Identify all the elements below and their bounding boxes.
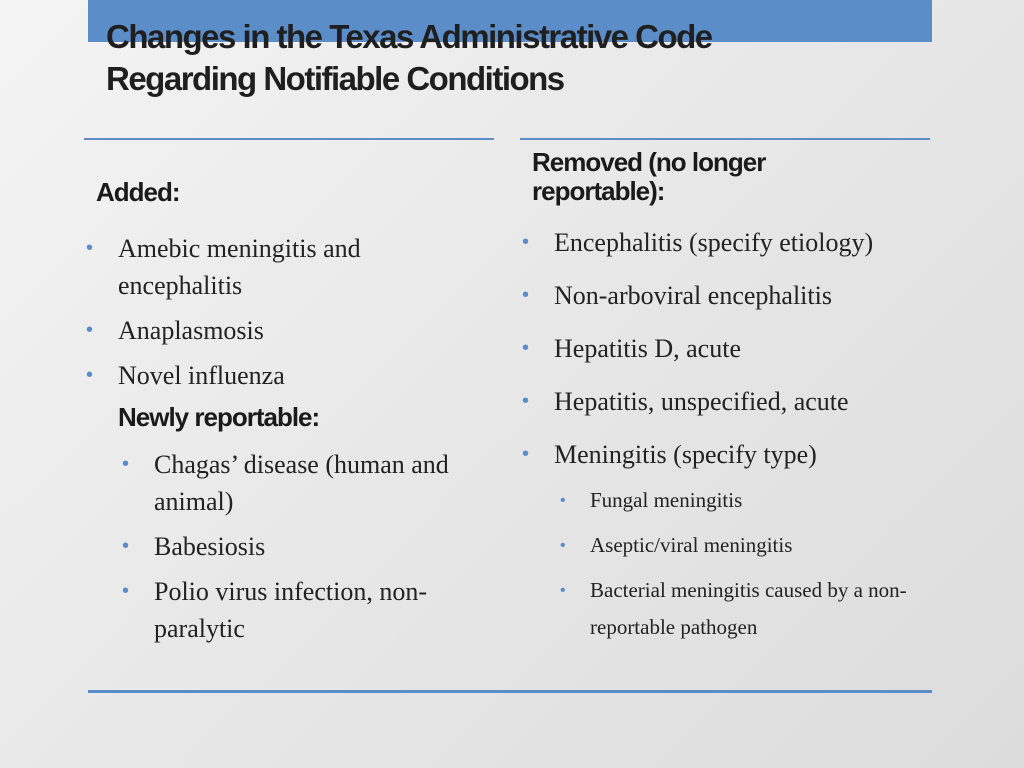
newly-reportable-list (122, 446, 492, 655)
list-item-text: Bacterial meningitis caused by a non-reportable pathogen (590, 578, 907, 639)
list-item-text: Hepatitis D, acute (554, 334, 741, 363)
list-item-text: Non-arboviral encephalitis (554, 281, 832, 310)
bullet-dot-icon: • (122, 453, 130, 475)
bullet-dot-icon: • (86, 237, 94, 259)
bullet-dot-icon: • (86, 364, 94, 386)
list-item-text: Hepatitis, unspecified, acute (554, 387, 849, 416)
list-item-text: Novel influenza (118, 361, 285, 390)
list-item (122, 573, 492, 647)
list-item-text: Polio virus infection, non-paralytic (154, 577, 427, 643)
added-heading: Added: (96, 177, 180, 207)
list-item (560, 482, 940, 519)
list-item (522, 277, 942, 314)
list-item-text: Meningitis (specify type) (554, 440, 817, 469)
bullet-dot-icon: • (522, 390, 530, 412)
bottom-divider (88, 690, 932, 693)
bullet-dot-icon: • (86, 319, 94, 341)
slide-title-line-2: Regarding Notifiable Conditions (106, 60, 564, 97)
newly-reportable-heading: Newly reportable: (118, 402, 320, 432)
list-item (86, 230, 486, 304)
slide-title-line-1: Changes in the Texas Administrative Code (106, 18, 712, 55)
list-item (522, 383, 942, 420)
bullet-dot-icon: • (560, 492, 566, 509)
list-item (560, 527, 940, 564)
list-item (122, 446, 492, 520)
list-item (522, 436, 942, 473)
removed-list (522, 224, 942, 489)
list-item-text: Babesiosis (154, 532, 266, 561)
list-item-text: Fungal meningitis (590, 488, 743, 512)
left-column-divider (84, 138, 494, 140)
right-column-divider (520, 138, 930, 140)
slide-title (106, 16, 906, 100)
bullet-dot-icon: • (522, 337, 530, 359)
list-item-text: Chagas’ disease (human and animal) (154, 450, 449, 516)
list-item (86, 357, 486, 394)
list-item (522, 330, 942, 367)
removed-heading: Removed (no longer reportable): (532, 147, 766, 206)
bullet-dot-icon: • (522, 443, 530, 465)
bullet-dot-icon: • (560, 537, 566, 554)
bullet-dot-icon: • (522, 284, 530, 306)
bullet-dot-icon: • (122, 580, 130, 602)
added-list (86, 230, 486, 402)
list-item-text: Anaplasmosis (118, 316, 264, 345)
bullet-dot-icon: • (560, 582, 566, 599)
meningitis-sublist (560, 482, 940, 654)
list-item (522, 224, 942, 261)
list-item (560, 572, 940, 646)
list-item (86, 312, 486, 349)
list-item-text: Amebic meningitis and encephalitis (118, 234, 361, 300)
list-item-text: Encephalitis (specify etiology) (554, 228, 874, 257)
list-item-text: Aseptic/viral meningitis (590, 533, 793, 557)
bullet-dot-icon: • (522, 231, 530, 253)
list-item (122, 528, 492, 565)
bullet-dot-icon: • (122, 535, 130, 557)
